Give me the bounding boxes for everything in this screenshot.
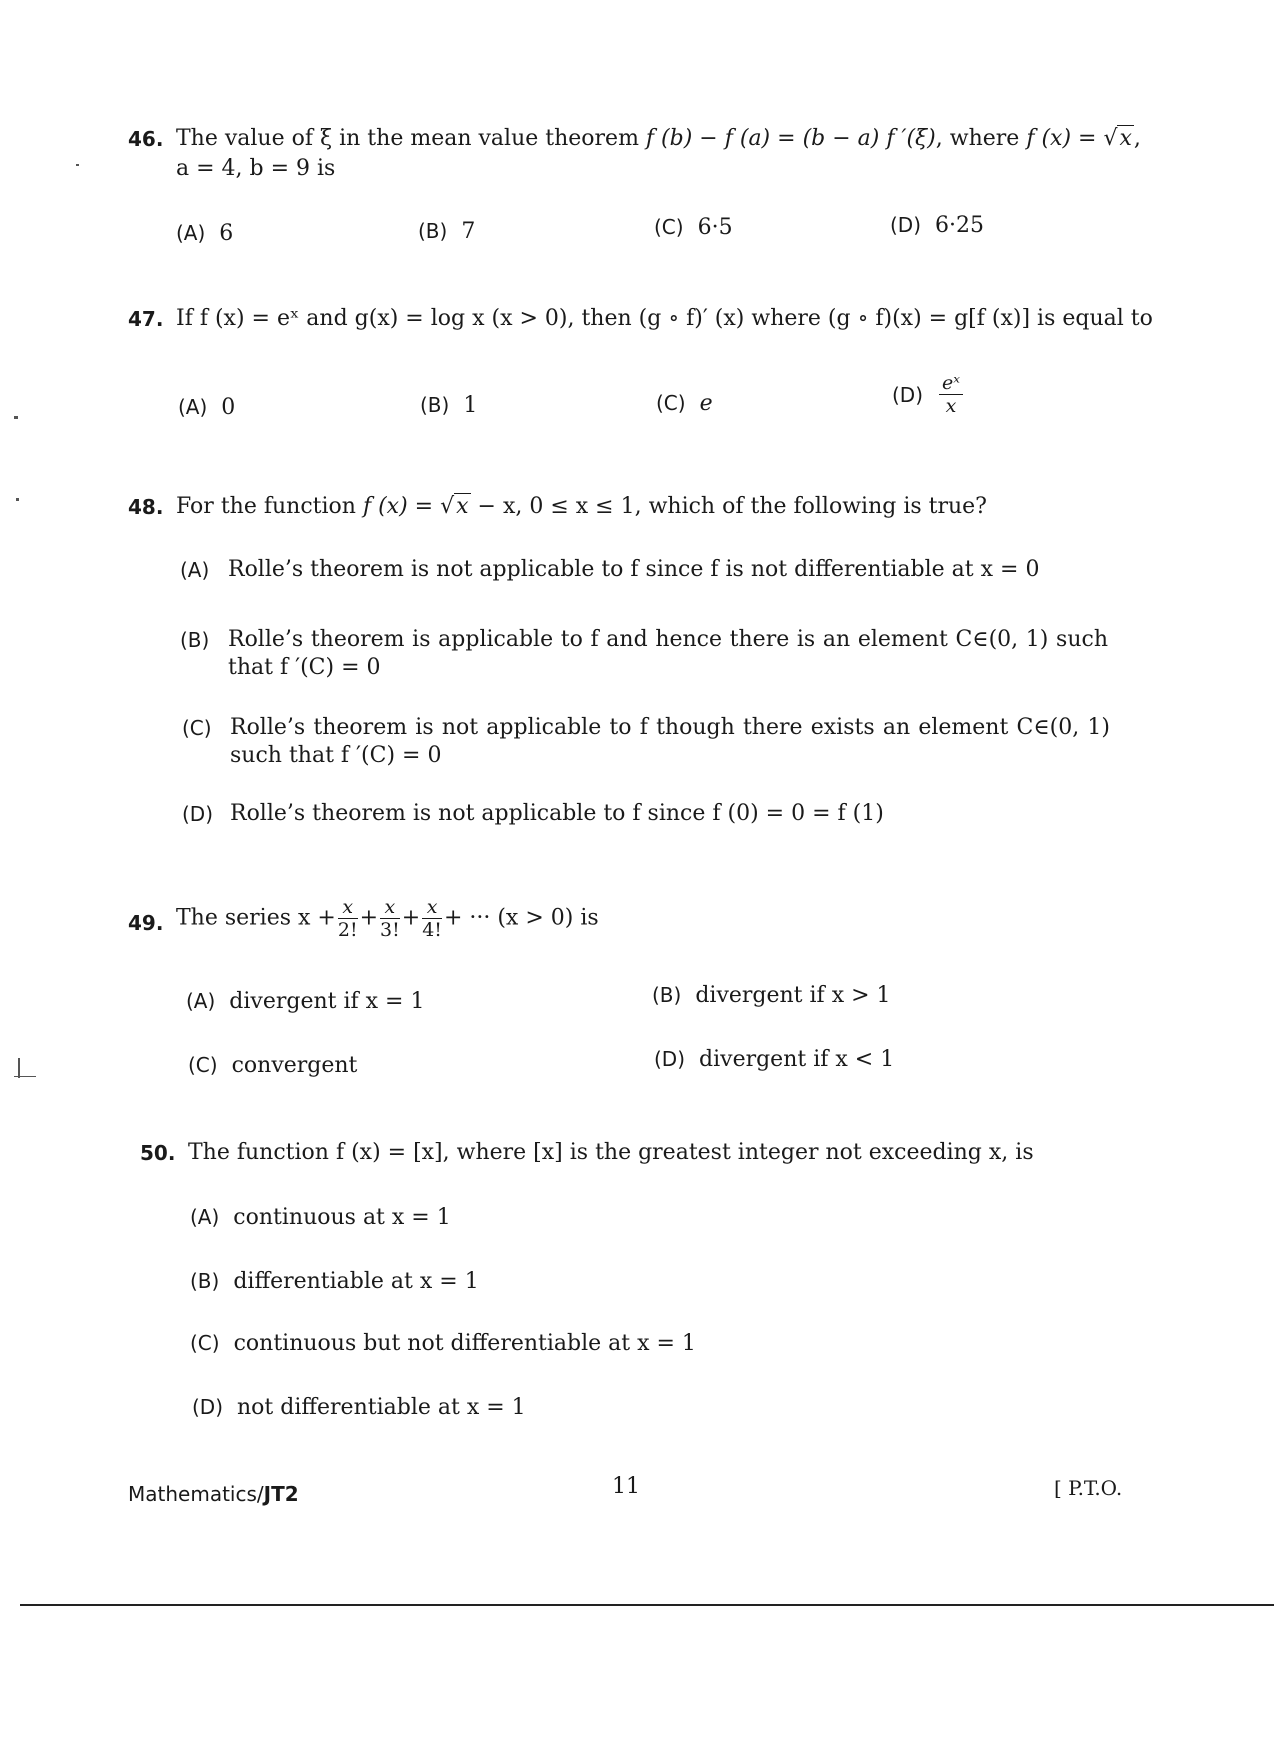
- question-49: [128, 896, 1128, 952]
- option-48-b[interactable]: (B) Rolle’s theorem is applicable to f and hence there is an element C∈(0, 1) such that f ′(C) = 0: [180, 627, 1108, 680]
- scan-speck: [76, 164, 79, 166]
- pto-note: [ P.T.O.: [1054, 1476, 1123, 1500]
- option-48-c[interactable]: (C) Rolle’s theorem is not applicable to f though there exists an element C∈(0, 1) such that f ′(C) = 0: [182, 715, 1110, 768]
- fraction-term-3: $\frac{x}{4!}$: [422, 896, 442, 941]
- question-text: The value of ξ in the mean value theorem f (b) − f (a) = (b − a) f ′(ξ), where f (x) = √x, a = 4, b = 9 is: [176, 126, 1141, 181]
- scan-speck: [18, 1058, 20, 1078]
- fraction: $\frac{\text{eˣ}}{x}$: [939, 372, 963, 417]
- sqrt-radicand: x: [1119, 126, 1132, 151]
- question-number: 49.: [128, 911, 164, 935]
- option-46-a[interactable]: (A) 6: [176, 221, 234, 246]
- option-50-a[interactable]: (A) continuous at x = 1: [190, 1205, 451, 1230]
- option-47-b[interactable]: (B) 1: [420, 393, 478, 418]
- question-number: 46.: [128, 127, 164, 151]
- option-47-a[interactable]: (A) 0: [178, 395, 236, 420]
- option-50-c[interactable]: (C) continuous but not differentiable at x = 1: [190, 1331, 696, 1356]
- option-48-d[interactable]: (D) Rolle’s theorem is not applicable to f since f (0) = 0 = f (1): [182, 801, 884, 826]
- option-49-d[interactable]: (D) divergent if x < 1: [654, 1047, 895, 1072]
- option-47-d[interactable]: (D) $\frac{\text{eˣ}}{x}$: [892, 372, 965, 417]
- question-50: [140, 1138, 1140, 1178]
- option-49-c[interactable]: (C) convergent: [188, 1053, 358, 1078]
- scan-speck: [14, 416, 18, 419]
- page-number: 11: [612, 1474, 640, 1499]
- option-49-a[interactable]: (A) divergent if x = 1: [186, 989, 425, 1014]
- option-49-b[interactable]: (B) divergent if x > 1: [652, 983, 891, 1008]
- scan-speck: [16, 498, 19, 501]
- question-text: If f (x) = eˣ and g(x) = log x (x > 0), then (g ∘ f)′ (x) where (g ∘ f)(x) = g[f (x)] is equal to: [176, 306, 1153, 331]
- option-46-b[interactable]: (B) 7: [418, 219, 476, 244]
- fraction-term-2: $\frac{x}{3!}$: [380, 896, 400, 941]
- question-text: The function f (x) = [x], where [x] is the greatest integer not exceeding x, is: [188, 1140, 1034, 1165]
- question-text: The series x + $\frac{x}{2!}$ + $\frac{x}{3!}$ + $\frac{x}{4!}$ + ··· (x > 0) is: [176, 896, 599, 941]
- footer-subject: Mathematics/JT2: [128, 1482, 299, 1506]
- question-text: For the function f (x) = √x − x, 0 ≤ x ≤ 1, which of the following is true?: [176, 494, 987, 519]
- option-47-c[interactable]: (C) e: [656, 391, 713, 416]
- sqrt-radicand: x: [456, 494, 469, 519]
- fraction-term-1: $\frac{x}{2!}$: [337, 896, 358, 941]
- bottom-rule: [20, 1604, 1274, 1606]
- question-48: [128, 492, 1128, 532]
- option-50-b[interactable]: (B) differentiable at x = 1: [190, 1269, 479, 1294]
- question-number: 47.: [128, 307, 164, 331]
- option-46-d[interactable]: (D) 6·25: [890, 213, 984, 238]
- question-number: 48.: [128, 495, 164, 519]
- option-48-a[interactable]: (A) Rolle’s theorem is not applicable to f since f is not differentiable at x = 0: [180, 557, 1040, 582]
- option-50-d[interactable]: (D) not differentiable at x = 1: [192, 1395, 526, 1420]
- option-46-c[interactable]: (C) 6·5: [654, 215, 733, 240]
- mvt-formula: f (b) − f (a) = (b − a) f ′(ξ): [645, 126, 936, 151]
- question-number: 50.: [140, 1141, 176, 1165]
- question-47: [128, 304, 1153, 344]
